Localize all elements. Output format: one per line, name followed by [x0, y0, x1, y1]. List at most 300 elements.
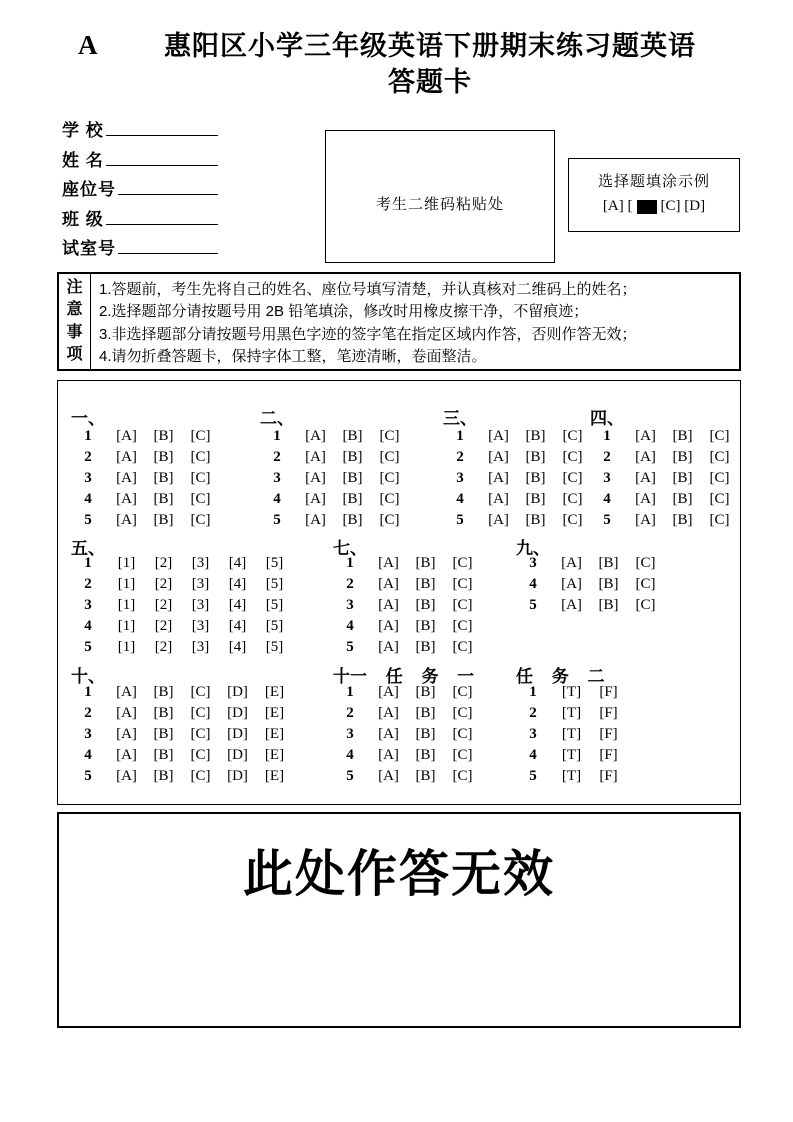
bubble-option[interactable]: [B] — [153, 449, 174, 465]
bubble-option[interactable]: [A] — [116, 684, 137, 700]
bubble-option[interactable]: [A] — [116, 449, 137, 465]
option-group — [553, 724, 627, 745]
section-rows — [338, 553, 481, 658]
bubble-option[interactable]: [B] — [598, 555, 619, 571]
option-group — [553, 595, 664, 616]
question-number: 1 — [84, 428, 92, 444]
student-field-input-line[interactable] — [118, 236, 218, 254]
question-number: 5 — [84, 768, 92, 784]
bubble-option[interactable]: [B] — [153, 470, 174, 486]
bubble-option[interactable]: [3] — [191, 576, 210, 592]
question-number: 1 — [529, 684, 537, 700]
bubble-option[interactable]: [B] — [415, 684, 436, 700]
bubble-option[interactable]: [A] — [635, 512, 656, 528]
bubble-option[interactable]: [B] — [342, 470, 363, 486]
bubble-option[interactable]: [B] — [153, 747, 174, 763]
bubble-option[interactable]: [A] — [116, 768, 137, 784]
section-label: 任 务 二 — [516, 667, 605, 686]
bubble-option[interactable]: [C] — [452, 576, 473, 592]
bubble-option[interactable]: [C] — [452, 639, 473, 655]
answer-row — [76, 574, 293, 595]
bubble-option[interactable]: [3] — [191, 555, 210, 571]
bubble-option[interactable]: [B] — [415, 639, 436, 655]
bubble-option[interactable]: [F] — [599, 726, 618, 742]
bubble-option[interactable]: [B] — [153, 768, 174, 784]
student-field-row — [62, 146, 218, 176]
bubble-option[interactable]: [C] — [190, 449, 211, 465]
bubble-option[interactable]: [A] — [561, 597, 582, 613]
answer-row — [76, 724, 293, 745]
bubble-option[interactable]: [B] — [672, 428, 693, 444]
section-label: 一、 — [71, 409, 105, 428]
option-group — [297, 510, 408, 531]
section-label: 四、 — [590, 409, 624, 428]
section-label: 二、 — [260, 409, 294, 428]
question-number: 2 — [84, 449, 92, 465]
section-rows — [338, 682, 481, 787]
bubble-option[interactable]: [A] — [635, 428, 656, 444]
answer-row — [521, 766, 627, 787]
question-number: 2 — [273, 449, 281, 465]
section-rows — [76, 553, 293, 658]
answer-row — [338, 574, 481, 595]
bubble-option[interactable]: [C] — [452, 618, 473, 634]
student-field-label: 试室号 — [62, 239, 116, 259]
bubble-option[interactable]: [C] — [379, 512, 400, 528]
bubble-option[interactable]: [T] — [561, 705, 582, 721]
bubble-option[interactable]: [5] — [265, 597, 284, 613]
bubble-option[interactable]: [B] — [525, 470, 546, 486]
answer-row — [521, 595, 664, 616]
bubble-option[interactable]: [A] — [488, 491, 509, 507]
bubble-option[interactable]: [B] — [342, 512, 363, 528]
qr-paste-area — [325, 130, 555, 263]
bubble-option[interactable]: [E] — [264, 705, 285, 721]
bubble-option[interactable]: [B] — [153, 512, 174, 528]
bubble-option[interactable]: [B] — [415, 768, 436, 784]
bubble-option[interactable]: [B] — [672, 512, 693, 528]
question-number: 5 — [346, 639, 354, 655]
answer-row — [76, 682, 293, 703]
answer-grid — [57, 380, 741, 805]
student-field-row — [62, 234, 218, 264]
question-number: 3 — [603, 470, 611, 486]
bubble-option[interactable]: [4] — [228, 618, 247, 634]
option-group — [297, 468, 408, 489]
bubble-option[interactable]: [A] — [116, 470, 137, 486]
question-number: 5 — [346, 768, 354, 784]
student-field-label: 座位号 — [62, 180, 116, 200]
bubble-option[interactable]: [D] — [227, 726, 248, 742]
option-group — [370, 703, 481, 724]
bubble-option[interactable]: [B] — [672, 491, 693, 507]
answer-row — [595, 510, 738, 531]
bubble-option[interactable]: [B] — [598, 576, 619, 592]
bubble-option[interactable]: [1] — [117, 618, 136, 634]
bubble-option[interactable]: [4] — [228, 555, 247, 571]
bubble-option[interactable]: [C] — [452, 555, 473, 571]
option-group — [370, 766, 481, 787]
question-number: 4 — [273, 491, 281, 507]
bubble-option[interactable]: [C] — [190, 512, 211, 528]
question-number: 1 — [456, 428, 464, 444]
title-line-2: 答题卡 — [388, 67, 472, 97]
answer-row — [265, 489, 408, 510]
bubble-option[interactable]: [A] — [378, 726, 399, 742]
bubble-option[interactable]: [B] — [342, 491, 363, 507]
bubble-option[interactable]: [A] — [378, 597, 399, 613]
bubble-option[interactable]: [A] — [378, 576, 399, 592]
bubble-option[interactable]: [C] — [452, 597, 473, 613]
answer-row — [338, 616, 481, 637]
bubble-option[interactable]: [C] — [562, 470, 583, 486]
student-field-row — [62, 205, 218, 235]
option-group — [108, 616, 293, 637]
question-number: 3 — [84, 597, 92, 613]
bubble-option[interactable]: [B] — [525, 512, 546, 528]
question-number: 3 — [346, 726, 354, 742]
answer-row — [595, 468, 738, 489]
bubble-option[interactable]: [A] — [488, 449, 509, 465]
bubble-option[interactable]: [C] — [190, 491, 211, 507]
option-group — [480, 489, 591, 510]
bubble-option[interactable]: [1] — [117, 639, 136, 655]
question-number: 3 — [346, 597, 354, 613]
bubble-option[interactable]: [C] — [452, 684, 473, 700]
bubble-option[interactable]: [C] — [190, 726, 211, 742]
answer-row — [76, 489, 219, 510]
bubble-option[interactable]: [C] — [709, 512, 730, 528]
bubble-option[interactable]: [B] — [415, 705, 436, 721]
answer-row — [448, 447, 591, 468]
question-number: 4 — [529, 576, 537, 592]
bubble-option[interactable]: [F] — [599, 768, 618, 784]
fill-example-box — [568, 158, 740, 232]
bubble-option[interactable]: [C] — [562, 449, 583, 465]
bubble-option[interactable]: [2] — [154, 555, 173, 571]
bubble-option[interactable]: [B] — [415, 597, 436, 613]
answer-row — [76, 766, 293, 787]
answer-row — [521, 682, 627, 703]
answer-row — [521, 703, 627, 724]
bubble-option[interactable]: [A] — [635, 470, 656, 486]
option-group — [108, 766, 293, 787]
bubble-option[interactable]: [C] — [452, 726, 473, 742]
bubble-option[interactable]: [B] — [415, 555, 436, 571]
bubble-option[interactable]: [A] — [561, 576, 582, 592]
bubble-option[interactable]: [5] — [265, 555, 284, 571]
answer-row — [76, 745, 293, 766]
bubble-option[interactable]: [C] — [452, 705, 473, 721]
answer-row — [76, 703, 293, 724]
bubble-option[interactable]: [C] — [562, 491, 583, 507]
bubble-option[interactable]: [E] — [264, 726, 285, 742]
bubble-option[interactable]: [A] — [378, 705, 399, 721]
bubble-option[interactable]: [A] — [116, 491, 137, 507]
bubble-option[interactable]: [F] — [599, 747, 618, 763]
bubble-option[interactable]: [F] — [599, 684, 618, 700]
bubble-option[interactable]: [B] — [415, 576, 436, 592]
option-group — [108, 553, 293, 574]
bubble-option[interactable]: [D] — [227, 747, 248, 763]
question-number: 1 — [273, 428, 281, 444]
answer-row — [338, 637, 481, 658]
question-number: 5 — [603, 512, 611, 528]
bubble-option[interactable]: [A] — [378, 639, 399, 655]
question-number: 5 — [529, 768, 537, 784]
bubble-option[interactable]: [B] — [153, 428, 174, 444]
bubble-option[interactable]: [C] — [452, 768, 473, 784]
answer-row — [448, 510, 591, 531]
section-label: 十、 — [71, 667, 105, 686]
bubble-option[interactable]: [C] — [635, 555, 656, 571]
question-number: 2 — [529, 705, 537, 721]
question-number: 3 — [84, 726, 92, 742]
bubble-option[interactable]: [B] — [525, 428, 546, 444]
bubble-option[interactable]: [B] — [342, 449, 363, 465]
option-group — [627, 426, 738, 447]
bubble-option[interactable]: [5] — [265, 618, 284, 634]
bubble-option[interactable]: [2] — [154, 639, 173, 655]
bubble-option[interactable]: [B] — [415, 726, 436, 742]
bubble-option[interactable]: [C] — [190, 705, 211, 721]
option-group — [370, 637, 481, 658]
bubble-option[interactable]: [A] — [378, 555, 399, 571]
option-group — [370, 616, 481, 637]
bubble-option[interactable]: [E] — [264, 747, 285, 763]
student-field-input-line[interactable] — [106, 118, 218, 136]
bubble-option[interactable]: [B] — [153, 705, 174, 721]
question-number: 5 — [84, 512, 92, 528]
section-rows — [448, 426, 591, 531]
bubble-option[interactable]: [B] — [672, 449, 693, 465]
bubble-option[interactable]: [B] — [415, 618, 436, 634]
bubble-option[interactable]: [B] — [672, 470, 693, 486]
bubble-option[interactable]: [C] — [379, 470, 400, 486]
bubble-option[interactable]: [T] — [561, 768, 582, 784]
bubble-option[interactable]: [B] — [153, 491, 174, 507]
answer-row — [521, 574, 664, 595]
bubble-option[interactable]: [F] — [599, 705, 618, 721]
question-number: 5 — [456, 512, 464, 528]
section-rows — [521, 553, 664, 616]
bubble-option[interactable]: [A] — [635, 449, 656, 465]
option-group — [553, 745, 627, 766]
bubble-option[interactable]: [1] — [117, 597, 136, 613]
option-group — [108, 447, 219, 468]
bubble-option[interactable]: [3] — [191, 618, 210, 634]
page-title — [100, 28, 760, 100]
option-group — [370, 595, 481, 616]
answer-row — [595, 489, 738, 510]
bubble-option[interactable]: [A] — [116, 705, 137, 721]
bubble-option[interactable]: [C] — [452, 747, 473, 763]
option-group — [480, 447, 591, 468]
notice-vertical-char: 意 — [66, 301, 83, 319]
bubble-option[interactable]: [C] — [379, 449, 400, 465]
question-number: 1 — [84, 684, 92, 700]
bubble-option[interactable]: [A] — [561, 555, 582, 571]
option-group — [370, 745, 481, 766]
bubble-option[interactable]: [C] — [190, 428, 211, 444]
bubble-option[interactable]: [3] — [191, 639, 210, 655]
bubble-option[interactable]: [D] — [227, 684, 248, 700]
question-number: 4 — [346, 618, 354, 634]
bubble-option[interactable]: [C] — [562, 428, 583, 444]
student-fields — [62, 116, 218, 264]
answer-row — [521, 724, 627, 745]
answer-row — [338, 703, 481, 724]
section-label: 五、 — [71, 539, 105, 558]
bubble-option[interactable]: [T] — [561, 747, 582, 763]
filled-bubble-example — [637, 200, 657, 214]
question-number: 3 — [529, 555, 537, 571]
bubble-option[interactable]: [C] — [190, 470, 211, 486]
bubble-option[interactable]: [T] — [561, 684, 582, 700]
question-number: 3 — [84, 470, 92, 486]
bubble-option[interactable]: [B] — [153, 684, 174, 700]
answer-row — [521, 745, 627, 766]
bubble-option[interactable]: [2] — [154, 576, 173, 592]
option-group — [297, 489, 408, 510]
version-marker: A — [78, 30, 98, 60]
notice-item: 1.答题前，考生先将自己的姓名、座位号填写清楚，并认真核对二维码上的姓名； — [99, 281, 637, 298]
section-label: 三、 — [443, 409, 477, 428]
bubble-option[interactable]: [A] — [116, 726, 137, 742]
bubble-option[interactable]: [D] — [227, 705, 248, 721]
bubble-option[interactable]: [B] — [153, 726, 174, 742]
question-number: 4 — [84, 618, 92, 634]
bubble-option[interactable]: [A] — [488, 428, 509, 444]
option-group — [370, 724, 481, 745]
title-line-1: 惠阳区小学三年级英语下册期末练习题英语 — [164, 31, 696, 61]
bubble-option[interactable]: [B] — [415, 747, 436, 763]
bubble-option[interactable]: [B] — [342, 428, 363, 444]
option-group — [108, 682, 293, 703]
bubble-option[interactable]: [B] — [525, 491, 546, 507]
bubble-option[interactable]: [A] — [116, 747, 137, 763]
option-group — [108, 703, 293, 724]
bubble-option[interactable]: [E] — [264, 768, 285, 784]
bubble-option[interactable]: [T] — [561, 726, 582, 742]
bubble-option[interactable]: [1] — [117, 576, 136, 592]
bubble-option[interactable]: [A] — [378, 747, 399, 763]
bubble-option[interactable]: [5] — [265, 639, 284, 655]
bubble-option[interactable]: [C] — [709, 470, 730, 486]
option-group — [108, 595, 293, 616]
option-group — [108, 468, 219, 489]
student-field-label: 姓 名 — [62, 150, 104, 170]
section-label: 九、 — [516, 539, 550, 558]
question-number: 2 — [346, 576, 354, 592]
bubble-option[interactable]: [A] — [305, 449, 326, 465]
student-field-input-line[interactable] — [118, 177, 218, 195]
bubble-option[interactable]: [4] — [228, 576, 247, 592]
bubble-option[interactable]: [4] — [228, 639, 247, 655]
question-number: 2 — [84, 705, 92, 721]
bubble-option[interactable]: [C] — [190, 684, 211, 700]
bubble-option[interactable]: [A] — [116, 512, 137, 528]
bubble-option[interactable]: [1] — [117, 555, 136, 571]
invalid-answer-area — [57, 812, 741, 1028]
question-number: 4 — [84, 747, 92, 763]
bubble-option[interactable]: [3] — [191, 597, 210, 613]
answer-row — [595, 447, 738, 468]
bubble-option[interactable]: [A] — [378, 618, 399, 634]
question-number: 5 — [529, 597, 537, 613]
bubble-option[interactable]: [C] — [635, 597, 656, 613]
bubble-option[interactable]: [2] — [154, 597, 173, 613]
bubble-option[interactable]: [B] — [525, 449, 546, 465]
question-number: 1 — [346, 555, 354, 571]
bubble-option[interactable]: [C] — [379, 491, 400, 507]
bubble-option[interactable]: [5] — [265, 576, 284, 592]
question-number: 4 — [84, 491, 92, 507]
bubble-option[interactable]: [2] — [154, 618, 173, 634]
bubble-option[interactable]: [C] — [709, 491, 730, 507]
question-number: 4 — [603, 491, 611, 507]
bubble-option[interactable]: [C] — [635, 576, 656, 592]
bubble-option[interactable]: [B] — [598, 597, 619, 613]
bubble-option[interactable]: [A] — [378, 768, 399, 784]
bubble-option[interactable]: [A] — [635, 491, 656, 507]
bubble-option[interactable]: [E] — [264, 684, 285, 700]
bubble-option[interactable]: [A] — [305, 470, 326, 486]
bubble-option[interactable]: [C] — [190, 768, 211, 784]
question-number: 3 — [456, 470, 464, 486]
notice-box — [57, 272, 741, 371]
bubble-option[interactable]: [A] — [305, 428, 326, 444]
bubble-option[interactable]: [A] — [488, 512, 509, 528]
notice-items — [91, 274, 739, 369]
section-label: 十一 任 务 一 — [333, 667, 475, 686]
question-number: 3 — [529, 726, 537, 742]
option-group — [553, 553, 664, 574]
bubble-option[interactable]: [C] — [190, 747, 211, 763]
bubble-option[interactable]: [A] — [305, 512, 326, 528]
notice-item: 4.请勿折叠答题卡，保持字体工整，笔迹清晰，卷面整洁。 — [99, 347, 487, 365]
section-rows — [265, 426, 408, 531]
bubble-option[interactable]: [4] — [228, 597, 247, 613]
question-number: 2 — [603, 449, 611, 465]
option-group — [553, 703, 627, 724]
student-field-input-line[interactable] — [106, 207, 218, 225]
answer-row — [76, 553, 293, 574]
bubble-option[interactable]: [A] — [305, 491, 326, 507]
option-group — [108, 574, 293, 595]
bubble-option[interactable]: [A] — [488, 470, 509, 486]
student-field-input-line[interactable] — [106, 148, 218, 166]
question-number: 4 — [529, 747, 537, 763]
notice-vertical-char: 项 — [66, 345, 83, 363]
bubble-option[interactable]: [D] — [227, 768, 248, 784]
option-group — [108, 745, 293, 766]
answer-row — [338, 595, 481, 616]
notice-vertical-label — [59, 274, 91, 369]
bubble-option[interactable]: [C] — [709, 449, 730, 465]
bubble-option[interactable]: [C] — [379, 428, 400, 444]
bubble-option[interactable]: [A] — [378, 684, 399, 700]
bubble-option[interactable]: [C] — [709, 428, 730, 444]
section-label: 七、 — [333, 539, 367, 558]
question-number: 5 — [273, 512, 281, 528]
student-field-row — [62, 175, 218, 205]
option-group — [370, 553, 481, 574]
option-group — [480, 426, 591, 447]
bubble-option[interactable]: [A] — [116, 428, 137, 444]
answer-row — [76, 468, 219, 489]
bubble-option[interactable]: [C] — [562, 512, 583, 528]
